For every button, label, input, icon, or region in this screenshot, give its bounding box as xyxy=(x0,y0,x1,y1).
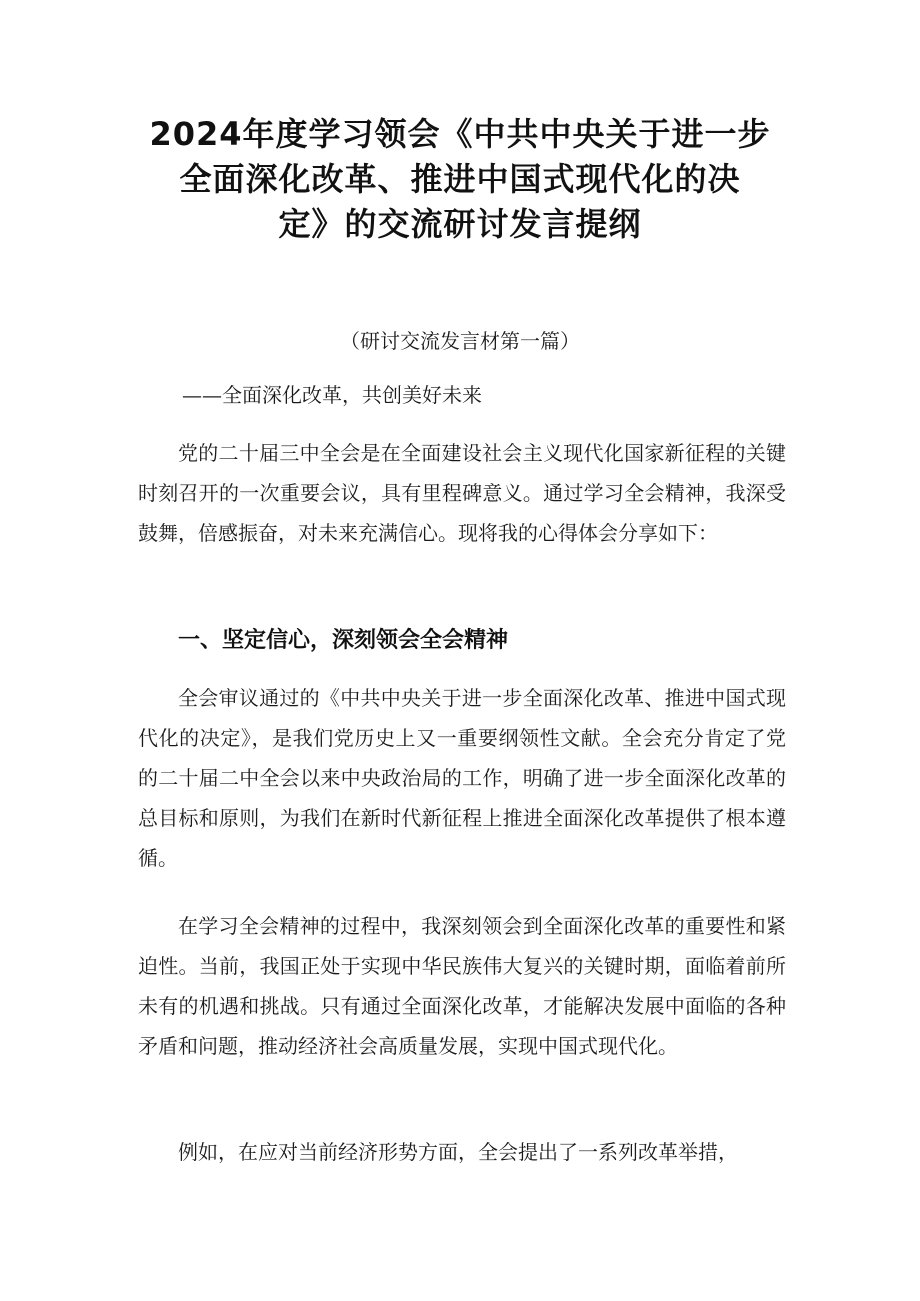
paragraph-section-1-b: 在学习全会精神的过程中，我深刻领会到全面深化改革的重要性和紧迫性。当前，我国正处于实现中华民族伟大复兴的关键时期，面临着前所未有的机遇和挑战。只有通过全面深化改革，才能解决发展中面临的各种矛盾和问题，推动经济社会高质量发展，实现中国式现代化。 xyxy=(138,914,786,1058)
section-heading-1: 一、坚定信心，深刻领会全会精神 xyxy=(178,628,509,653)
document-tagline: ——全面深化改革，共创美好未来 xyxy=(182,383,482,407)
title-line-2: 全面深化改革、推进中国式现代化的决 xyxy=(179,160,741,198)
document-subtitle: （研讨交流发言材第一篇） xyxy=(340,329,580,353)
title-line-3: 定》的交流研讨发言提纲 xyxy=(278,205,642,243)
paragraph-section-1-c: 例如，在应对当前经济形势方面，全会提出了一系列改革举措， xyxy=(178,1140,738,1164)
document-title xyxy=(140,112,780,247)
title-line-1: 2024年度学习领会《中共中央关于进一步 xyxy=(149,115,771,153)
paragraph-section-1-a: 全会审议通过的《中共中央关于进一步全面深化改革、推进中国式现代化的决定》，是我们党历史上又一重要纲领性文献。全会充分肯定了党的二十届二中全会以来中央政治局的工作，明确了进一步全面深化改革的总目标和原则，为我们在新时代新征程上推进全面深化改革提供了根本遵循。 xyxy=(138,686,786,870)
paragraph-intro: 党的二十届三中全会是在全面建设社会主义现代化国家新征程的关键时刻召开的一次重要会议，具有里程碑意义。通过学习全会精神，我深受鼓舞，倍感振奋，对未来充满信心。现将我的心得体会分享如下： xyxy=(138,441,786,545)
